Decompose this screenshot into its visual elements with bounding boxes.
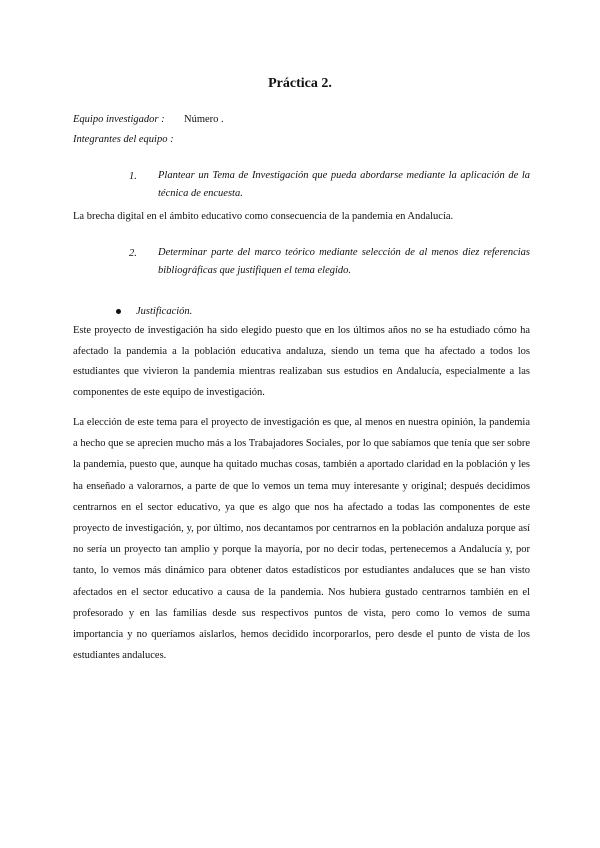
item-2-text: Determinar parte del marco teórico mediante selección de al menos diez referencias bibliográficas que justifiquen el tema elegido.: [158, 247, 530, 276]
justification-paragraph-2: La elección de este tema para el proyecto de investigación es que, al menos en nuestra opinión, la pandemia a hecho que se aprecien mucho más a los Trabajadores Sociales, por lo que sabíamos que tenía que ser sobre la pandemia, puesto que, aunque ha quitado muchas cosas, también a aportado claridad en la población y les ha enseñado a valorarnos, a parte de que lo vemos un tema muy interesante y original; después decidimos centrarnos en el sector educativo, ya que es algo que nos ha afectado a todas las componentes de este proyecto de investigación, y, por último, nos decantamos por centrarnos en la población andaluza porque así no sería un proyecto tan amplio y porque la mayoría, por no decir todas, pertenecemos a Andalucía y, por tanto, lo vemos más dinámico para obtener datos estadísticos por estudiantes andaluces que se han visto afectados en el sector educativo a causa de la pandemia. Nos hubiera gustado centrarnos también en el profesorado y en las familias desde sus respectivos puntos de vista, pero como lo vemos de suma importancia y no queríamos aislarlos, hemos decidido incorporarlos, pero desde el punto de vista de los estudiantes andaluces.: [73, 417, 530, 662]
team-label: Equipo investigador :: [73, 114, 165, 125]
justification-paragraph-1: Este proyecto de investigación ha sido elegido puesto que en los últimos años no se ha estudiado cómo ha afectado la pandemia a la población educativa andaluza, siendo un tema que ha afectado a todos los estudiantes que vivieron la pandemia mientras realizaban sus estudios en Andalucía, especialmente a las componentes de este equipo de investigación.: [73, 325, 530, 398]
item-1-number: 1.: [129, 171, 137, 182]
bullet-icon: [116, 309, 121, 314]
research-topic: La brecha digital en el ámbito educativo como consecuencia de la pandemia en Andalucía.: [73, 211, 454, 222]
justification-heading: Justificación.: [136, 306, 193, 317]
item-2-number: 2.: [129, 248, 137, 259]
page-title: Práctica 2.: [268, 76, 332, 91]
members-label: Integrantes del equipo :: [73, 134, 174, 145]
item-1-text: Plantear un Tema de Investigación que pueda abordarse mediante la aplicación de la técnica de encuesta.: [158, 170, 530, 199]
number-label: Número .: [184, 114, 224, 125]
